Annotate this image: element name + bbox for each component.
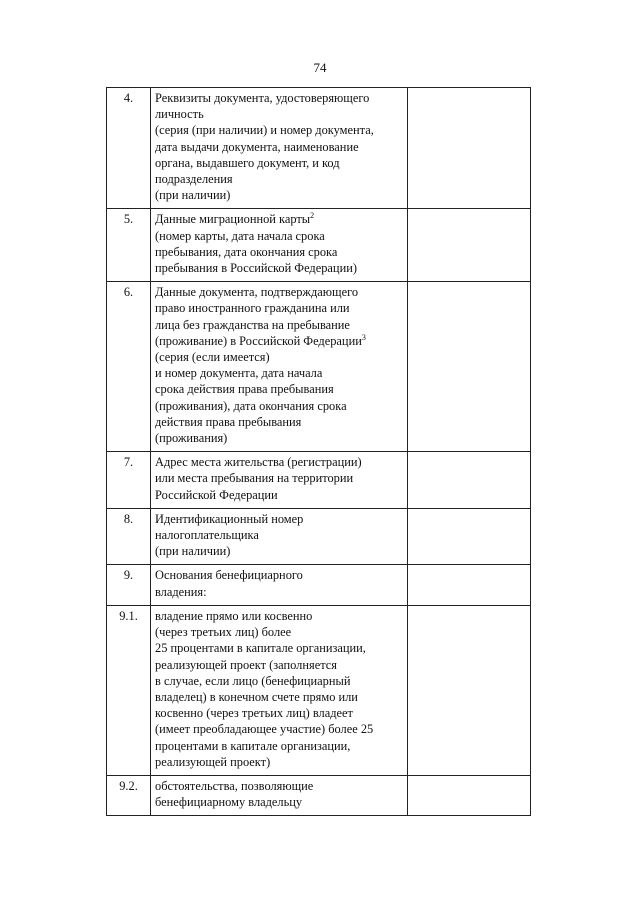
description-line: владения: (155, 584, 207, 599)
description-line: реализующей проект (заполняется (155, 657, 337, 672)
description-line: подразделения (155, 172, 233, 187)
table-row (107, 282, 531, 452)
row-value-cell[interactable] (408, 282, 531, 452)
description-line: в случае, если лицо (бенефициарный (155, 673, 351, 688)
description-line: дата выдачи документа, наименование (155, 139, 359, 154)
description-line: (серия (при наличии) и номер документа, (155, 123, 374, 138)
description-line: лица без гражданства на пребывание (155, 317, 350, 332)
table-row (107, 209, 531, 282)
footnote-marker: 2 (310, 211, 315, 221)
row-number: 9.1. (107, 605, 151, 775)
description-line: или места пребывания на территории (155, 471, 354, 486)
description-line: (номер карты, дата начала срока (155, 228, 325, 243)
row-description (151, 282, 408, 452)
description-line: Основания бенефициарного (155, 568, 303, 583)
description-line: Российской Федерации (155, 487, 278, 502)
description-line: пребывания в Российской Федерации) (155, 261, 357, 276)
description-line: личность (155, 107, 204, 122)
description-line: срока действия права пребывания (155, 382, 334, 397)
row-value-cell[interactable] (408, 88, 531, 209)
description-line: владелец) в конечном счете прямо или (155, 689, 358, 704)
description-line: налогоплательщика (155, 528, 259, 543)
page-number: 74 (313, 60, 327, 75)
description-text: (проживание) в Российской Федерации (155, 333, 362, 348)
table-row (107, 452, 531, 509)
row-value-cell[interactable] (408, 452, 531, 509)
description-line: действия права пребывания (155, 414, 302, 429)
description-line: процентами в капитале организации, (155, 738, 351, 753)
description-line: (проживания) (155, 431, 228, 446)
description-line: Реквизиты документа, удостоверяющего (155, 91, 370, 105)
description-line: (проживания), дата окончания срока (155, 398, 347, 413)
row-description (151, 209, 408, 282)
row-value-cell[interactable] (408, 775, 531, 815)
table-row (107, 605, 531, 775)
table-row (107, 775, 531, 815)
row-value-cell[interactable] (408, 605, 531, 775)
description-line: и номер документа, дата начала (155, 366, 323, 381)
description-line: (при наличии) (155, 544, 231, 559)
row-description (151, 508, 408, 565)
form-table (106, 87, 531, 816)
footnote-marker: 3 (361, 332, 366, 342)
description-line: Адрес места жительства (регистрации) (155, 455, 362, 470)
row-number: 9. (107, 565, 151, 605)
row-number: 5. (107, 209, 151, 282)
table-row (107, 508, 531, 565)
row-description (151, 775, 408, 815)
row-description (151, 605, 408, 775)
table-row (107, 565, 531, 605)
description-line: реализующей проект) (155, 754, 271, 769)
description-line: бенефициарному владельцу (155, 795, 303, 810)
table-row (107, 88, 531, 209)
description-line: пребывания, дата окончания срока (155, 244, 338, 259)
row-number: 6. (107, 282, 151, 452)
description-line: обстоятельства, позволяющие (155, 778, 314, 793)
description-line: Идентификационный номер (155, 511, 304, 526)
description-line: (серия (если имеется) (155, 350, 270, 365)
description-line: (через третьих лиц) более (155, 625, 292, 640)
description-text: Данные миграционной карты (155, 212, 311, 227)
description-line (155, 211, 403, 227)
row-number: 8. (107, 508, 151, 565)
description-line: органа, выдавшего документ, и код (155, 155, 340, 170)
description-line (155, 333, 403, 349)
description-line: (имеет преобладающее участие) более 25 (155, 722, 374, 737)
description-line: (при наличии) (155, 188, 231, 203)
description-line: право иностранного гражданина или (155, 301, 350, 316)
row-description (151, 565, 408, 605)
row-value-cell[interactable] (408, 565, 531, 605)
description-line: 25 процентами в капитале организации, (155, 641, 366, 656)
description-line: косвенно (через третьих лиц) владеет (155, 706, 353, 721)
row-description (151, 88, 408, 209)
row-number: 7. (107, 452, 151, 509)
description-line: Данные документа, подтверждающего (155, 285, 359, 300)
row-number: 9.2. (107, 775, 151, 815)
row-number: 4. (107, 88, 151, 209)
description-line: владение прямо или косвенно (155, 608, 313, 623)
row-value-cell[interactable] (408, 508, 531, 565)
row-description (151, 452, 408, 509)
row-value-cell[interactable] (408, 209, 531, 282)
